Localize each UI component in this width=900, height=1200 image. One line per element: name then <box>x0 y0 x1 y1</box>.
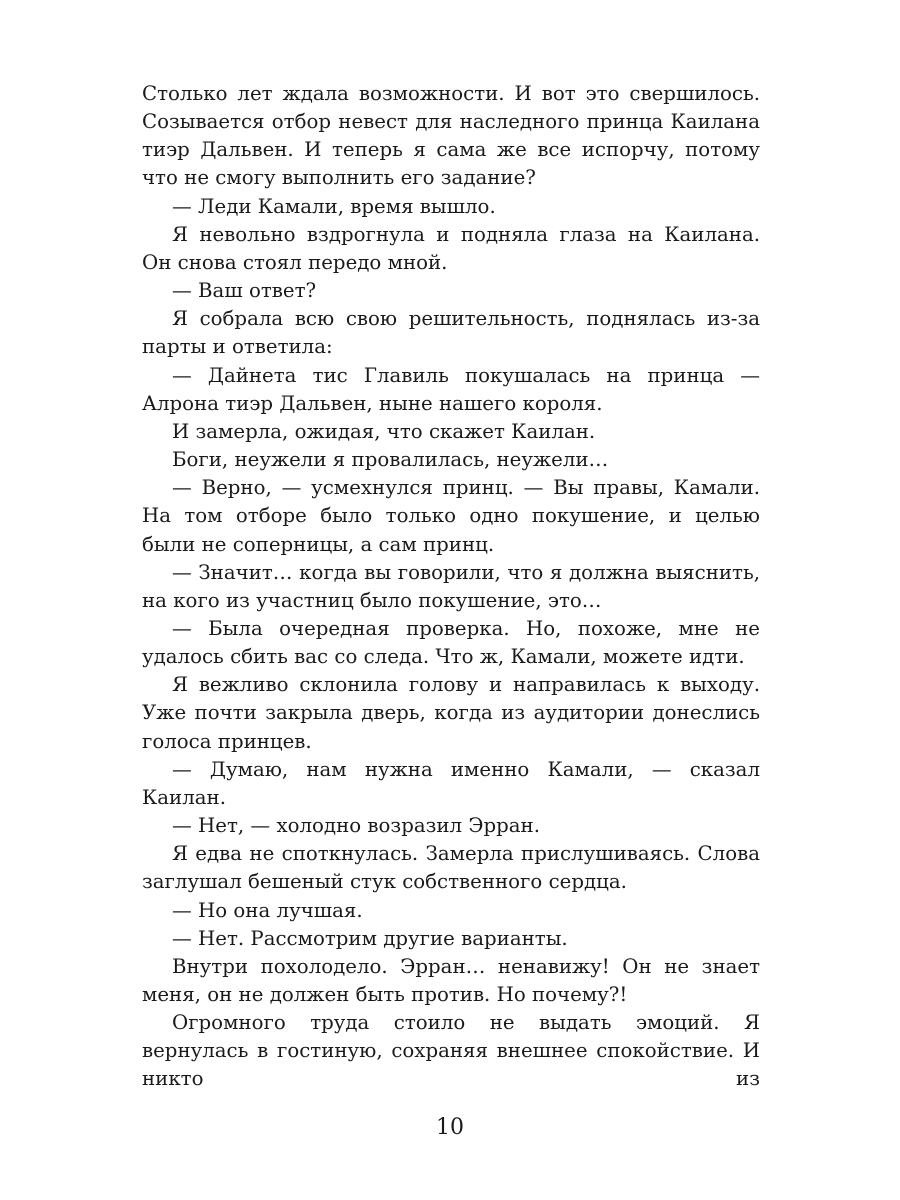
page-body-text <box>142 80 760 1094</box>
paragraph: Огромного труда стоило не выдать эмоций. Я вернулась в гостиную, сохраняя внешнее спокойствие. И никто из <box>142 1011 760 1091</box>
paragraph: Столько лет ждала возможности. И вот это свершилось. Созывается отбор невест для наследного принца Каилана тиэр Дальвен. И теперь я сама же все испорчу, потому что не смогу выполнить его задание? <box>142 82 760 190</box>
paragraph: Я едва не споткнулась. Замерла прислушиваясь. Слова заглушал бешеный стук собственного сердца. <box>142 842 760 894</box>
paragraph: Я вежливо склонила голову и направилась к выходу. Уже почти закрыла дверь, когда из аудитории донеслись голоса принцев. <box>142 673 760 753</box>
paragraph: — Нет. Рассмотрим другие варианты. <box>172 926 568 950</box>
paragraph: — Нет, — холодно возразил Эрран. <box>172 814 540 838</box>
paragraph: — Значит… когда вы говорили, что я должна выяснить, на кого из участниц было покушение, это… <box>142 560 760 612</box>
paragraph: — Думаю, нам нужна именно Камали, — сказал Каилан. <box>142 757 760 809</box>
paragraph: Боги, неужели я провалилась, неужели… <box>172 448 609 472</box>
paragraph: — Леди Камали, время вышло. <box>172 194 496 218</box>
paragraph: — Ваш ответ? <box>172 279 317 303</box>
page-number: 10 <box>436 1115 464 1140</box>
paragraph: — Дайнета тис Главиль покушалась на принца — Алрона тиэр Дальвен, ныне нашего короля. <box>142 363 760 415</box>
paragraph: Внутри похолодело. Эрран… ненавижу! Он не знает меня, он не должен быть против. Но почему?! <box>142 954 760 1006</box>
paragraph: Я невольно вздрогнула и подняла глаза на Каилана. Он снова стоял передо мной. <box>142 222 760 274</box>
paragraph: Я собрала всю свою решительность, поднялась из-за парты и ответила: <box>142 307 760 359</box>
paragraph: — Была очередная проверка. Но, похоже, мне не удалось сбить вас со следа. Что ж, Камали, можете идти. <box>142 616 760 669</box>
paragraph: — Верно, — усмехнулся принц. — Вы правы, Камали. На том отборе было только одно покушение, и целью были не соперницы, а сам принц. <box>142 476 760 556</box>
paragraph: — Но она лучшая. <box>172 898 363 922</box>
paragraph: И замерла, ожидая, что скажет Каилан. <box>172 419 596 443</box>
